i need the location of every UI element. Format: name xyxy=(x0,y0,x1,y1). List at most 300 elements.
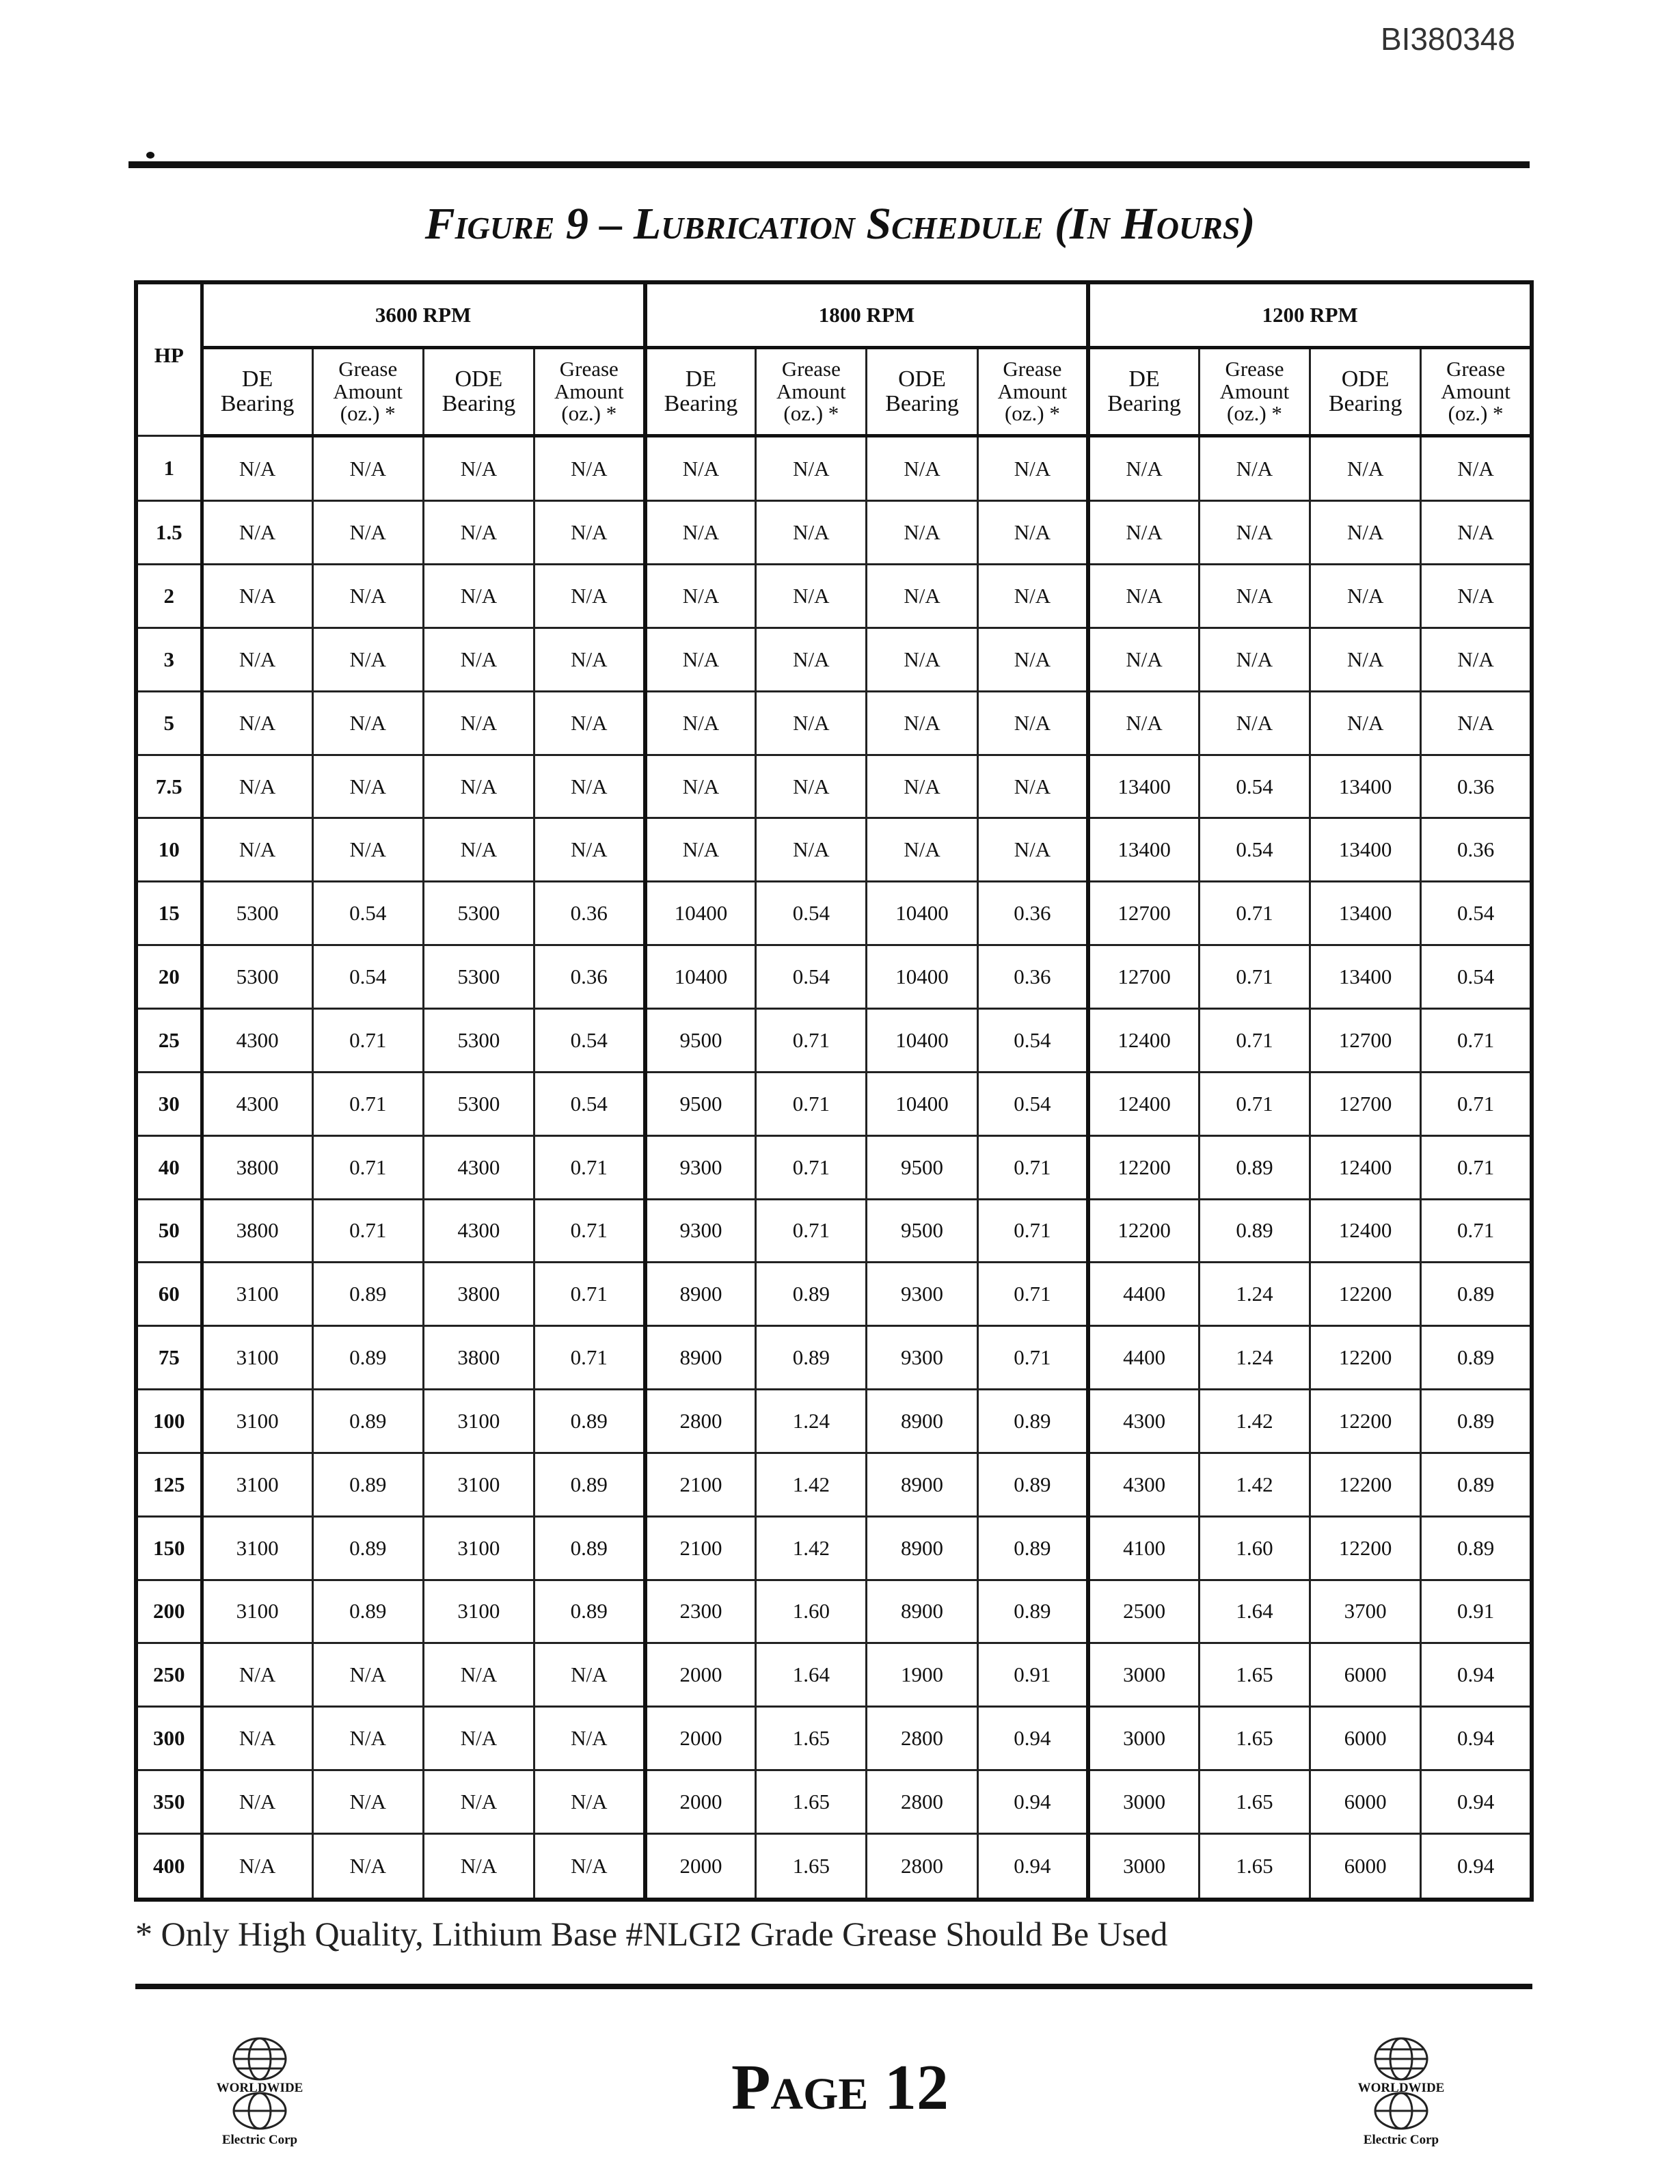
table-row xyxy=(136,755,1532,818)
table-cell: N/A xyxy=(867,755,977,818)
table-cell: 8900 xyxy=(867,1390,977,1453)
table-cell: 0.71 xyxy=(756,1135,867,1199)
table-cell: 8900 xyxy=(645,1263,756,1326)
hp-cell: 5 xyxy=(136,691,202,755)
table-cell: N/A xyxy=(202,1643,312,1707)
table-cell: 1.65 xyxy=(1199,1707,1310,1770)
table-cell: 1.64 xyxy=(756,1643,867,1707)
table-cell: 3000 xyxy=(1088,1770,1199,1834)
table-cell: N/A xyxy=(534,565,645,628)
table-cell: 1.65 xyxy=(756,1833,867,1900)
table-cell: 3100 xyxy=(202,1580,312,1643)
table-cell: 0.71 xyxy=(534,1326,645,1390)
table-cell: 0.91 xyxy=(977,1643,1088,1707)
hp-cell: 20 xyxy=(136,945,202,1009)
ode-bearing-header xyxy=(867,348,977,436)
ode-bearing-header xyxy=(1310,348,1421,436)
hp-cell: 100 xyxy=(136,1390,202,1453)
table-cell: 6000 xyxy=(1310,1707,1421,1770)
table-cell: 3000 xyxy=(1088,1833,1199,1900)
table-cell: 1.42 xyxy=(1199,1453,1310,1516)
table-cell: 13400 xyxy=(1310,882,1421,945)
ode-bearing-header xyxy=(423,348,534,436)
table-cell: N/A xyxy=(645,691,756,755)
header-line: Bearing xyxy=(885,391,959,416)
header-line: Bearing xyxy=(1328,391,1403,416)
table-cell: N/A xyxy=(534,628,645,691)
hp-cell: 10 xyxy=(136,818,202,882)
footnote: * Only High Quality, Lithium Base #NLGI2 Grade Grease Should Be Used xyxy=(135,1915,1168,1953)
header-line: (oz.) * xyxy=(1448,401,1504,426)
grease-amount-header xyxy=(1421,348,1532,436)
table-cell: 1.65 xyxy=(1199,1833,1310,1900)
table-cell: 0.89 xyxy=(312,1516,423,1580)
header-line: Bearing xyxy=(664,391,738,416)
table-cell: N/A xyxy=(312,1833,423,1900)
table-cell: 8900 xyxy=(867,1453,977,1516)
table-cell: 5300 xyxy=(423,1008,534,1072)
table-cell: N/A xyxy=(977,628,1088,691)
table-cell: 0.89 xyxy=(977,1516,1088,1580)
table-cell: N/A xyxy=(534,1833,645,1900)
table-row xyxy=(136,882,1532,945)
hp-cell: 3 xyxy=(136,628,202,691)
header-line: Grease xyxy=(338,357,398,381)
table-cell: N/A xyxy=(1088,691,1199,755)
table-cell: N/A xyxy=(534,436,645,501)
bottom-rule xyxy=(135,1984,1532,1989)
table-cell: N/A xyxy=(1199,565,1310,628)
table-cell: 0.71 xyxy=(1421,1072,1532,1135)
table-row xyxy=(136,436,1532,501)
table-cell: 0.89 xyxy=(1421,1326,1532,1390)
header-line: (oz.) * xyxy=(561,401,617,426)
table-cell: 1.24 xyxy=(1199,1326,1310,1390)
table-cell: N/A xyxy=(1088,628,1199,691)
table-cell: N/A xyxy=(1199,436,1310,501)
table-cell: N/A xyxy=(977,565,1088,628)
table-cell: 0.54 xyxy=(977,1008,1088,1072)
grease-amount-header xyxy=(534,348,645,436)
table-cell: 3100 xyxy=(423,1453,534,1516)
table-cell: 13400 xyxy=(1310,755,1421,818)
table-cell: 0.36 xyxy=(977,882,1088,945)
table-cell: N/A xyxy=(202,755,312,818)
table-cell: N/A xyxy=(423,1770,534,1834)
sub-header-row xyxy=(136,348,1532,436)
table-cell: N/A xyxy=(867,565,977,628)
table-cell: 12700 xyxy=(1310,1008,1421,1072)
table-cell: 0.36 xyxy=(534,882,645,945)
table-cell: N/A xyxy=(1310,501,1421,565)
table-cell: N/A xyxy=(1310,436,1421,501)
table-cell: 2000 xyxy=(645,1707,756,1770)
table-cell: N/A xyxy=(645,628,756,691)
table-cell: 12700 xyxy=(1088,882,1199,945)
table-row xyxy=(136,628,1532,691)
table-cell: N/A xyxy=(202,818,312,882)
logo-subtitle: Electric Corp xyxy=(221,2133,298,2147)
table-cell: 4400 xyxy=(1088,1326,1199,1390)
header-line: DE xyxy=(685,366,717,392)
hp-cell: 400 xyxy=(136,1833,202,1900)
table-cell: 10400 xyxy=(867,1008,977,1072)
table-row xyxy=(136,1072,1532,1135)
table-cell: N/A xyxy=(756,436,867,501)
table-cell: 3100 xyxy=(423,1580,534,1643)
table-cell: 0.91 xyxy=(1421,1580,1532,1643)
table-cell: N/A xyxy=(423,436,534,501)
table-cell: N/A xyxy=(867,628,977,691)
hp-cell: 15 xyxy=(136,882,202,945)
table-cell: 0.71 xyxy=(1199,945,1310,1009)
table-cell: N/A xyxy=(312,565,423,628)
hp-cell: 125 xyxy=(136,1453,202,1516)
table-cell: 2800 xyxy=(867,1833,977,1900)
table-cell: 0.89 xyxy=(977,1453,1088,1516)
table-cell: 5300 xyxy=(423,1072,534,1135)
table-cell: 13400 xyxy=(1310,945,1421,1009)
worldwide-logo-icon xyxy=(1333,2023,1469,2153)
table-cell: 1.24 xyxy=(756,1390,867,1453)
table-cell: 8900 xyxy=(867,1580,977,1643)
table-row xyxy=(136,691,1532,755)
hp-cell: 2 xyxy=(136,565,202,628)
hp-cell: 1.5 xyxy=(136,501,202,565)
table-cell: N/A xyxy=(202,1770,312,1834)
table-cell: 0.54 xyxy=(1421,882,1532,945)
table-cell: 0.71 xyxy=(1199,1072,1310,1135)
table-row xyxy=(136,1770,1532,1834)
group-header-1800: 1800 RPM xyxy=(645,282,1089,348)
table-cell: 12400 xyxy=(1088,1072,1199,1135)
table-cell: 0.71 xyxy=(1199,882,1310,945)
table-cell: 2000 xyxy=(645,1643,756,1707)
table-cell: 0.89 xyxy=(1421,1390,1532,1453)
table-cell: 0.36 xyxy=(1421,818,1532,882)
header-line: Grease xyxy=(1003,357,1062,381)
table-cell: 0.71 xyxy=(312,1008,423,1072)
header-line: ODE xyxy=(455,366,503,392)
table-cell: 6000 xyxy=(1310,1770,1421,1834)
table-cell: N/A xyxy=(1199,691,1310,755)
header-line: DE xyxy=(1128,366,1160,392)
table-cell: N/A xyxy=(534,1707,645,1770)
table-cell: 4300 xyxy=(423,1135,534,1199)
table-cell: N/A xyxy=(312,1643,423,1707)
group-header-1200: 1200 RPM xyxy=(1088,282,1532,348)
hp-cell: 150 xyxy=(136,1516,202,1580)
table-cell: 4300 xyxy=(423,1199,534,1263)
table-cell: 1.42 xyxy=(756,1453,867,1516)
table-cell: 10400 xyxy=(867,882,977,945)
table-cell: 4300 xyxy=(202,1072,312,1135)
table-cell: 0.89 xyxy=(1421,1453,1532,1516)
table-cell: 4400 xyxy=(1088,1263,1199,1326)
table-cell: 0.71 xyxy=(534,1135,645,1199)
table-cell: N/A xyxy=(534,1643,645,1707)
header-line: Bearing xyxy=(442,391,516,416)
table-cell: 1.65 xyxy=(756,1707,867,1770)
table-cell: 0.54 xyxy=(312,945,423,1009)
table-cell: N/A xyxy=(977,755,1088,818)
table-cell: N/A xyxy=(1310,691,1421,755)
table-cell: 0.54 xyxy=(534,1072,645,1135)
table-cell: N/A xyxy=(645,755,756,818)
table-cell: 0.71 xyxy=(977,1263,1088,1326)
table-cell: N/A xyxy=(312,818,423,882)
table-row xyxy=(136,501,1532,565)
table-cell: N/A xyxy=(645,501,756,565)
table-cell: 0.54 xyxy=(756,945,867,1009)
grease-amount-header xyxy=(977,348,1088,436)
header-line: Bearing xyxy=(1107,391,1181,416)
table-cell: 0.89 xyxy=(977,1390,1088,1453)
table-cell: N/A xyxy=(423,628,534,691)
table-cell: 0.71 xyxy=(1421,1199,1532,1263)
table-cell: 0.89 xyxy=(312,1326,423,1390)
table-cell: N/A xyxy=(1421,691,1532,755)
header-line: Amount xyxy=(997,379,1068,403)
header-line: ODE xyxy=(898,366,946,392)
table-row xyxy=(136,1326,1532,1390)
table-cell: 0.89 xyxy=(1421,1516,1532,1580)
table-cell: 0.94 xyxy=(977,1770,1088,1834)
table-cell: N/A xyxy=(423,501,534,565)
table-cell: 0.89 xyxy=(977,1580,1088,1643)
table-cell: N/A xyxy=(202,565,312,628)
header-line: DE xyxy=(241,366,273,392)
header-line: Bearing xyxy=(220,391,295,416)
table-cell: 3100 xyxy=(423,1516,534,1580)
header-line: Grease xyxy=(1225,357,1284,381)
table-cell: N/A xyxy=(202,628,312,691)
table-cell: 0.36 xyxy=(534,945,645,1009)
table-cell: N/A xyxy=(1088,565,1199,628)
header-line: Grease xyxy=(1446,357,1506,381)
table-cell: 9500 xyxy=(645,1008,756,1072)
table-cell: 4100 xyxy=(1088,1516,1199,1580)
table-cell: N/A xyxy=(312,1770,423,1834)
table-cell: N/A xyxy=(423,565,534,628)
hp-cell: 300 xyxy=(136,1707,202,1770)
lubrication-schedule-table xyxy=(134,280,1534,1902)
table-cell: 1.65 xyxy=(756,1770,867,1834)
table-cell: N/A xyxy=(1199,501,1310,565)
table-cell: N/A xyxy=(1421,501,1532,565)
table-cell: 0.94 xyxy=(1421,1833,1532,1900)
table-cell: N/A xyxy=(1088,501,1199,565)
hp-cell: 75 xyxy=(136,1326,202,1390)
table-cell: 9300 xyxy=(645,1135,756,1199)
table-cell: 0.89 xyxy=(756,1326,867,1390)
table-cell: 2300 xyxy=(645,1580,756,1643)
table-cell: 5300 xyxy=(202,882,312,945)
table-cell: 0.71 xyxy=(1421,1008,1532,1072)
table-cell: 0.54 xyxy=(1199,755,1310,818)
header-line: Amount xyxy=(776,379,846,403)
table-cell: N/A xyxy=(1310,628,1421,691)
table-cell: 12400 xyxy=(1310,1135,1421,1199)
table-cell: 0.89 xyxy=(312,1263,423,1326)
header-line: (oz.) * xyxy=(340,401,396,426)
table-cell: 2000 xyxy=(645,1833,756,1900)
table-cell: 0.54 xyxy=(1421,945,1532,1009)
table-cell: 0.94 xyxy=(1421,1707,1532,1770)
table-cell: 0.71 xyxy=(756,1008,867,1072)
table-cell: 5300 xyxy=(202,945,312,1009)
hp-cell: 1 xyxy=(136,436,202,501)
table-cell: 6000 xyxy=(1310,1833,1421,1900)
table-cell: 0.71 xyxy=(1421,1135,1532,1199)
table-cell: 0.89 xyxy=(534,1453,645,1516)
table-cell: 0.71 xyxy=(977,1199,1088,1263)
table-cell: N/A xyxy=(312,1707,423,1770)
table-cell: 0.94 xyxy=(1421,1643,1532,1707)
table-cell: 0.71 xyxy=(756,1072,867,1135)
header-line: Amount xyxy=(333,379,403,403)
table-cell: N/A xyxy=(756,628,867,691)
hp-cell: 250 xyxy=(136,1643,202,1707)
table-cell: N/A xyxy=(1088,436,1199,501)
table-cell: 0.71 xyxy=(312,1135,423,1199)
table-cell: 4300 xyxy=(1088,1390,1199,1453)
table-cell: N/A xyxy=(312,436,423,501)
table-cell: N/A xyxy=(977,818,1088,882)
hp-cell: 30 xyxy=(136,1072,202,1135)
logo-subtitle: Electric Corp xyxy=(1363,2133,1439,2147)
table-cell: 1900 xyxy=(867,1643,977,1707)
table-cell: 9300 xyxy=(867,1326,977,1390)
table-cell: 1.64 xyxy=(1199,1580,1310,1643)
table-cell: 2800 xyxy=(645,1390,756,1453)
table-cell: 0.94 xyxy=(1421,1770,1532,1834)
top-rule xyxy=(128,161,1530,168)
header-line: Amount xyxy=(554,379,624,403)
table-cell: 3000 xyxy=(1088,1643,1199,1707)
table-row xyxy=(136,818,1532,882)
table-cell: 5300 xyxy=(423,882,534,945)
table-cell: 3100 xyxy=(202,1326,312,1390)
table-cell: N/A xyxy=(534,1770,645,1834)
table-row xyxy=(136,945,1532,1009)
table-cell: N/A xyxy=(534,755,645,818)
table-cell: 13400 xyxy=(1088,818,1199,882)
table-cell: 2800 xyxy=(867,1770,977,1834)
table-cell: 0.89 xyxy=(312,1580,423,1643)
table-cell: N/A xyxy=(977,436,1088,501)
table-cell: N/A xyxy=(756,501,867,565)
table-cell: 3000 xyxy=(1088,1707,1199,1770)
table-cell: 0.54 xyxy=(756,882,867,945)
figure-title: Figure 9 – Lubrication Schedule (In Hours) xyxy=(424,199,1256,249)
table-cell: 9500 xyxy=(867,1199,977,1263)
table-cell: N/A xyxy=(312,755,423,818)
table-cell: N/A xyxy=(1310,565,1421,628)
table-cell: 2100 xyxy=(645,1453,756,1516)
table-cell: N/A xyxy=(423,1707,534,1770)
table-cell: 0.36 xyxy=(977,945,1088,1009)
top-mark xyxy=(146,152,154,159)
table-cell: 0.89 xyxy=(756,1263,867,1326)
header-line: Grease xyxy=(781,357,841,381)
hp-cell: 60 xyxy=(136,1263,202,1326)
table-row xyxy=(136,565,1532,628)
table-cell: N/A xyxy=(977,691,1088,755)
table-cell: N/A xyxy=(312,501,423,565)
table-cell: N/A xyxy=(423,755,534,818)
table-cell: N/A xyxy=(202,1833,312,1900)
table-cell: 0.94 xyxy=(977,1833,1088,1900)
hp-cell: 25 xyxy=(136,1008,202,1072)
grease-amount-header xyxy=(756,348,867,436)
table-cell: 12200 xyxy=(1310,1516,1421,1580)
hp-cell: 350 xyxy=(136,1770,202,1834)
group-header-row xyxy=(136,282,1532,348)
table-cell: 0.89 xyxy=(534,1390,645,1453)
table-cell: 1.65 xyxy=(1199,1770,1310,1834)
table-cell: 2500 xyxy=(1088,1580,1199,1643)
table-cell: 1.42 xyxy=(1199,1390,1310,1453)
table-cell: 3100 xyxy=(423,1390,534,1453)
table-cell: 8900 xyxy=(867,1516,977,1580)
table-cell: 4300 xyxy=(1088,1453,1199,1516)
table-cell: 8900 xyxy=(645,1326,756,1390)
table-cell: 1.65 xyxy=(1199,1643,1310,1707)
header-line: Amount xyxy=(1441,379,1510,403)
table-cell: 3800 xyxy=(202,1199,312,1263)
table-cell: 12200 xyxy=(1088,1135,1199,1199)
header-line: Amount xyxy=(1219,379,1290,403)
table-cell: 0.71 xyxy=(534,1199,645,1263)
table-cell: 12700 xyxy=(1310,1072,1421,1135)
table-cell: 0.54 xyxy=(312,882,423,945)
table-row xyxy=(136,1453,1532,1516)
table-row xyxy=(136,1135,1532,1199)
table-cell: 2100 xyxy=(645,1516,756,1580)
table-cell: 0.89 xyxy=(534,1516,645,1580)
table-cell: 0.71 xyxy=(756,1199,867,1263)
table-cell: 12400 xyxy=(1310,1199,1421,1263)
table-row xyxy=(136,1643,1532,1707)
hp-cell: 40 xyxy=(136,1135,202,1199)
table-cell: 0.89 xyxy=(312,1453,423,1516)
table-cell: 0.94 xyxy=(977,1707,1088,1770)
table-cell: 5300 xyxy=(423,945,534,1009)
table-cell: 1.42 xyxy=(756,1516,867,1580)
table-row xyxy=(136,1833,1532,1900)
table-cell: 3100 xyxy=(202,1390,312,1453)
table-cell: N/A xyxy=(977,501,1088,565)
table-cell: 0.36 xyxy=(1421,755,1532,818)
table-cell: N/A xyxy=(202,691,312,755)
table-cell: 12200 xyxy=(1310,1453,1421,1516)
header-line: (oz.) * xyxy=(1004,401,1060,426)
table-cell: N/A xyxy=(645,818,756,882)
table-cell: N/A xyxy=(423,818,534,882)
table-cell: 3100 xyxy=(202,1516,312,1580)
table-cell: N/A xyxy=(534,691,645,755)
table-cell: 10400 xyxy=(867,945,977,1009)
table-cell: 1.60 xyxy=(756,1580,867,1643)
logo-wordmark: WORLDWIDE xyxy=(1357,2081,1445,2095)
table-cell: 3800 xyxy=(423,1263,534,1326)
table-cell: 10400 xyxy=(645,945,756,1009)
table-row xyxy=(136,1707,1532,1770)
table-row xyxy=(136,1008,1532,1072)
table-cell: 1.24 xyxy=(1199,1263,1310,1326)
table-cell: N/A xyxy=(423,1643,534,1707)
